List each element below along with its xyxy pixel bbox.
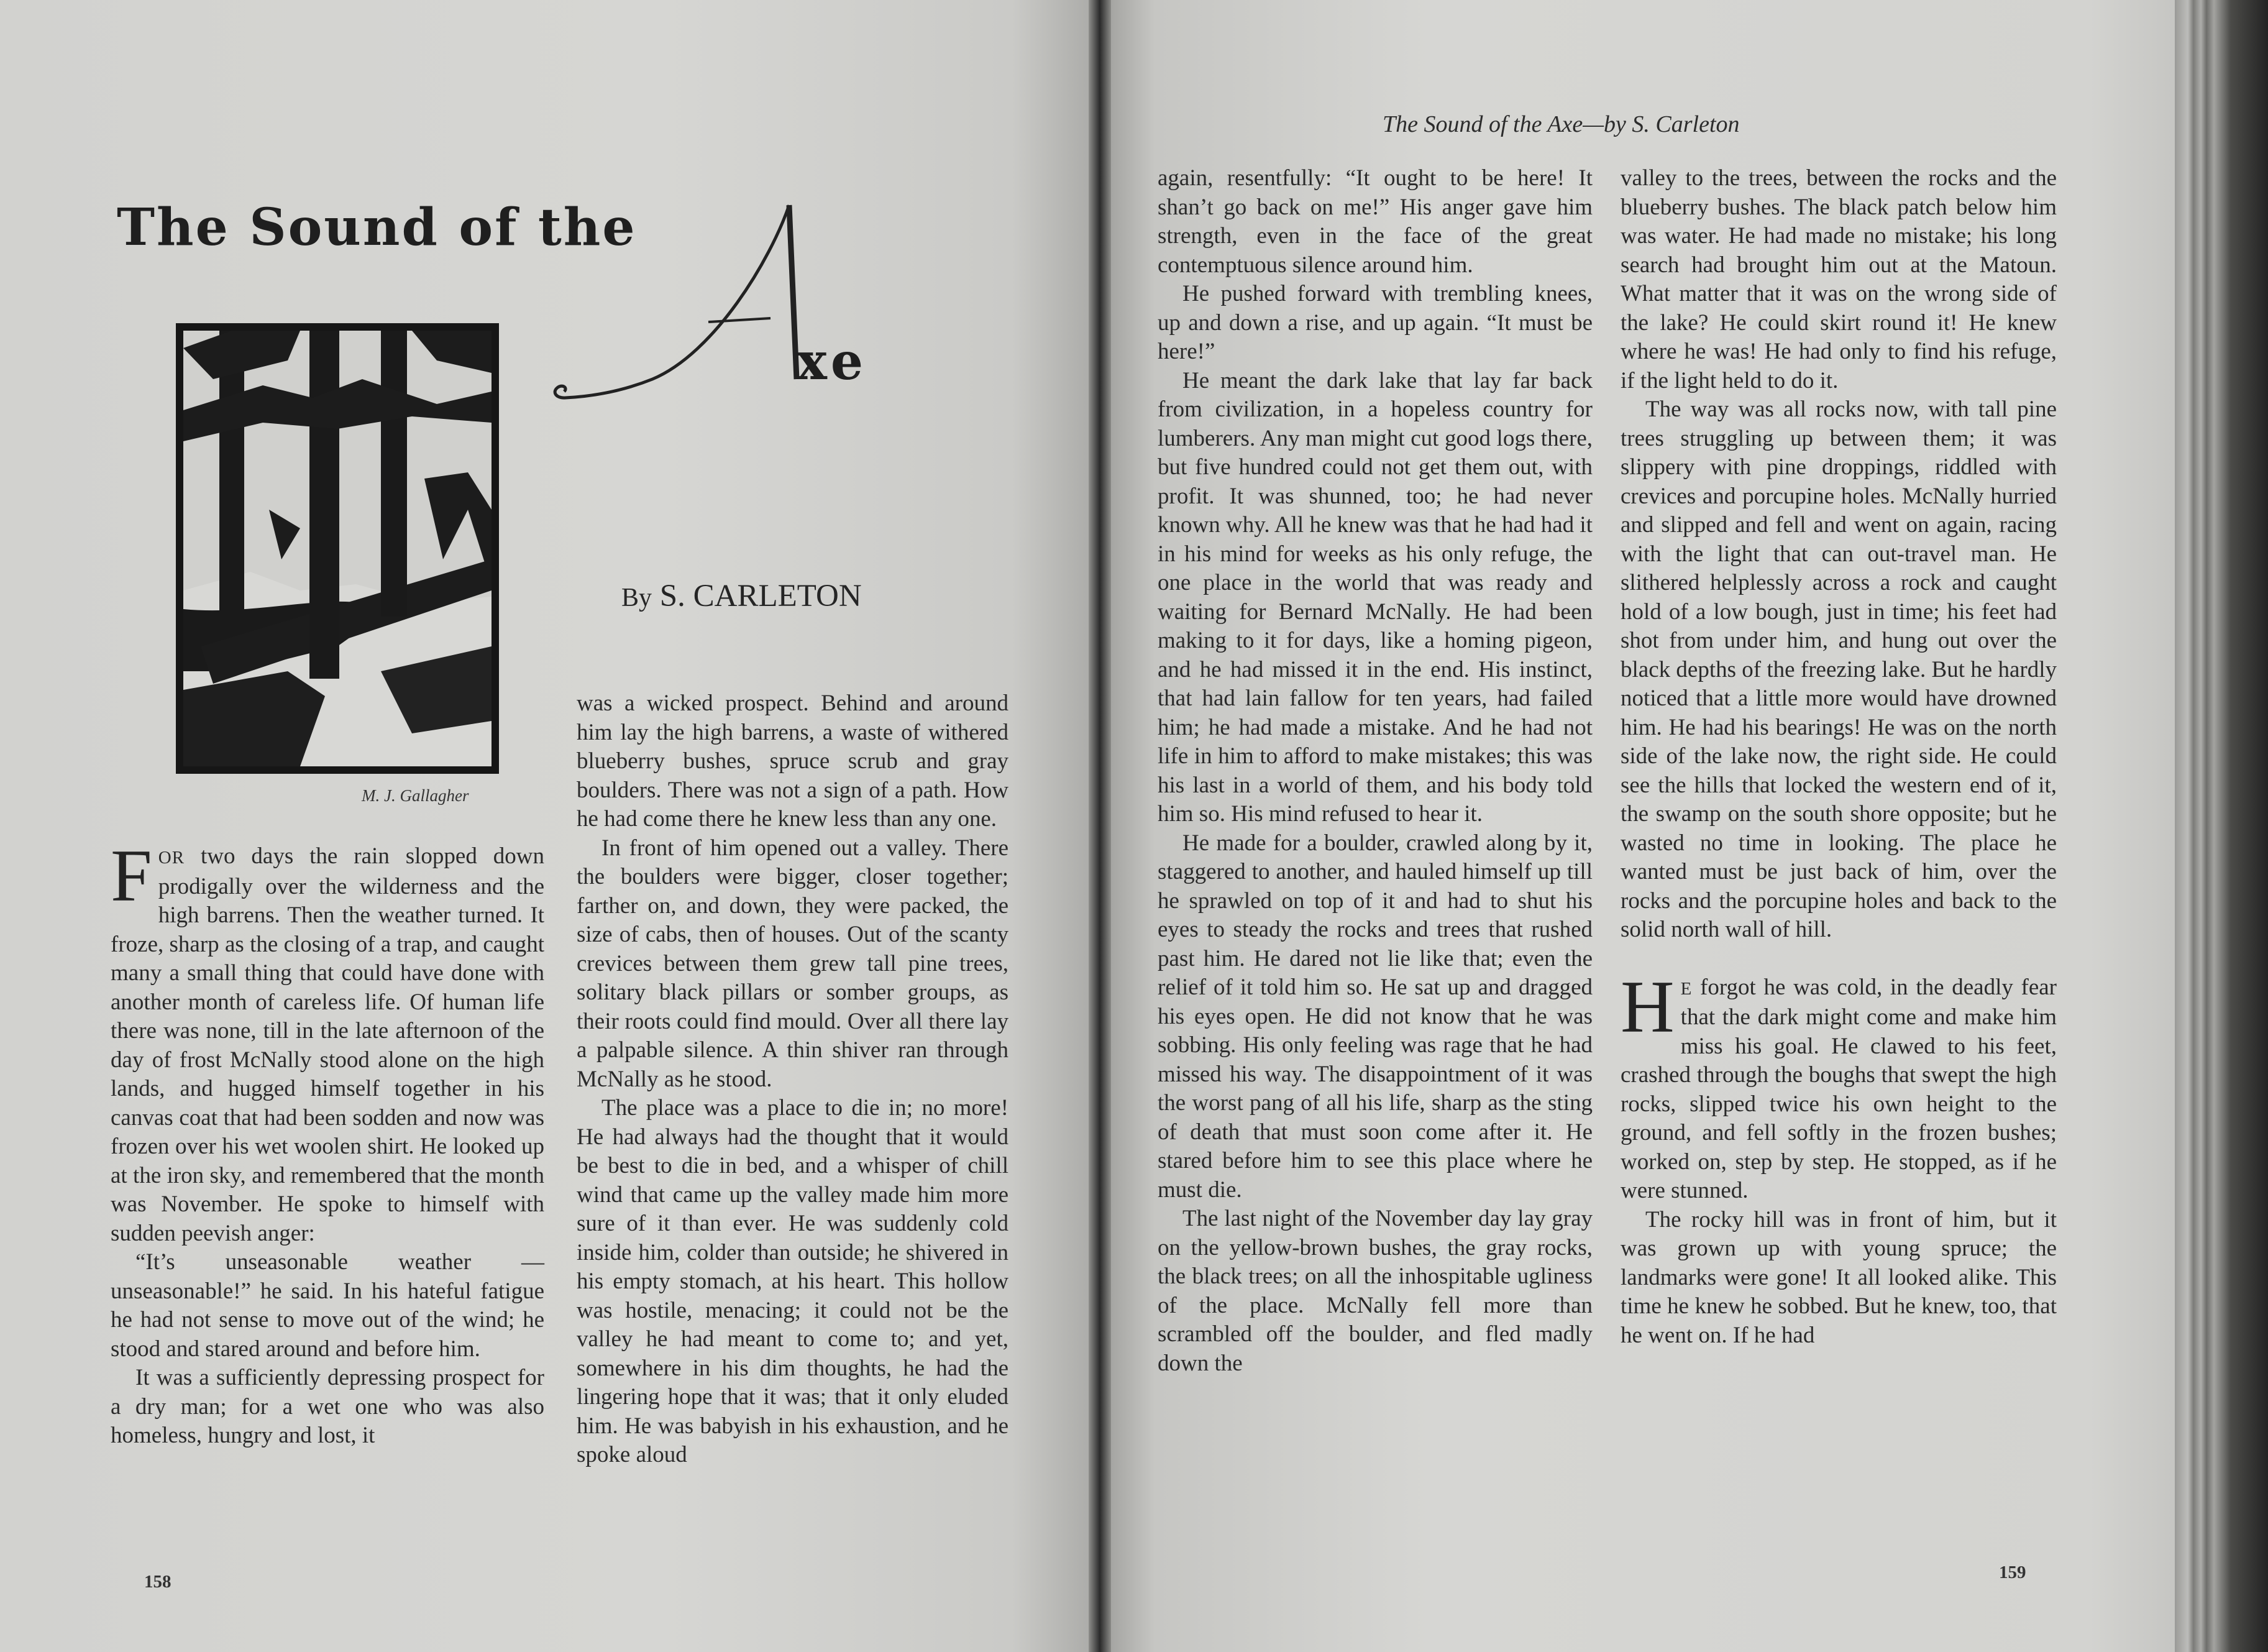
paragraph: The way was all rocks now, with tall pine trees struggling up between them; it was slippery with pine droppings, riddled with crevices and porcupine holes. McNally hurried and slipped and fell and went on again, racing with the light that can out-travel man. He slithered helplessly across a rock and caught hold of a low bough, just in time; his feet had shot from under him, and hung out over the black depths of the freezing lake. But he hardly noticed that a little more would have drowned him. He had his bearings! He was on the north side of the lake now, the right side. He could see the hills that locked the western end of it, the swamp on the south shore opposite; but he wasted no time in looking. The place he wanted must be just back of him, over the rocks and the porcupine holes and back to the solid north wall of hill. bbox=[1621, 397, 2057, 942]
paragraph: The place was a place to die in; no more! He had always had the thought that it would be best to die in bed, and a whisper of chill wind that came up the valley made him more sure of it than ever. He was suddenly cold inside him, colder than outside; he shivered in his empty stomach, at his heart. This hollow was hostile, menacing; it could not be the valley he had meant to come to; and yet, somewhere in his dim thoughts, he had the lingering hope that it was; that it only eluded him. He was babyish in his exhaustion, and he spoke aloud bbox=[577, 1095, 1008, 1467]
paragraph-text: forgot he was cold, in the deadly fear that the dark might come and make him miss his goal. He clawed to his feet, crashed through the boughs that swept the high rocks, slipped twice his own height to the ground, and fell softly in the frozen bushes; worked on, step by step. He stopped, as if he were stunned. bbox=[1621, 974, 2057, 1203]
paragraph: In front of him opened out a valley. There the boulders were bigger, closer together; farther on, and down, they were packed, the size of cabs, then of houses. Out of the scanty crevices between them grew tall pine trees, solitary black pillars or somber groups, as their roots could find mould. Over all there lay a palpable silence. A thin shiver ran through McNally as he stood. bbox=[577, 835, 1008, 1092]
book-gutter bbox=[1089, 0, 1111, 1652]
title-swash bbox=[555, 205, 789, 398]
drop-cap-f: F bbox=[111, 834, 152, 917]
byline-by: By bbox=[621, 584, 652, 612]
paragraph: again, resentfully: “It ought to be here! It shan’t go back on me!” His anger gave him strength, even in the face of the great contemptuous silence around him. bbox=[1158, 165, 1593, 278]
title-axe-cap: A bbox=[764, 367, 774, 382]
running-header: The Sound of the Axe—by S. Carleton bbox=[1383, 111, 1740, 137]
title-axe-rest: xe bbox=[797, 332, 867, 392]
page-number-right: 159 bbox=[1999, 1563, 2026, 1582]
right-column-1 bbox=[1158, 164, 1593, 1378]
illustration-credit: M. J. Gallagher bbox=[362, 786, 469, 805]
paragraph: It was a sufficiently depressing prospect for a dry man; for a wet one who was also homeless, hungry and lost, it bbox=[111, 1365, 544, 1448]
page-edges bbox=[2175, 0, 2268, 1652]
byline bbox=[621, 578, 862, 614]
woodcut-illustration bbox=[176, 323, 499, 774]
paragraph: He pushed forward with trembling knees, up and down a rise, and up again. “It must be here!” bbox=[1158, 281, 1593, 364]
paragraph: The last night of the November day lay gray on the yellow-brown bushes, the gray rocks, the black trees; on all the inhospitable ugliness of the place. McNally fell more than scrambled off the boulder, and fled madly down the bbox=[1158, 1206, 1593, 1376]
left-column-2 bbox=[577, 689, 1008, 1470]
right-column-2 bbox=[1621, 164, 2057, 1350]
opening-paragraph bbox=[111, 834, 544, 1248]
paragraph: The rocky hill was in front of him, but it was grown up with young spruce; the landmarks were gone! It all looked alike. This time he knew he sobbed. But he knew, too, that he went on. If he had bbox=[1621, 1206, 2057, 1348]
title-axe bbox=[553, 198, 938, 459]
drop-smallcaps: E bbox=[1680, 978, 1693, 999]
paragraph: He meant the dark lake that lay far back from civilization, in a hopeless country for lumberers. Any man might cut good logs there, but five hundred could not get them out, with profit. It was shunned, too; he had never known why. All he knew was that he had had it in his mind for weeks as his only refuge, the one place in the world that was ready and waiting for Bernard McNally. He had been making to it for days, like a homing pigeon, and he had missed it in the end. His instinct, that had lain fallow for ten years, had failed him; he had made a mistake. And he had not life in him to afford to make mistakes; this was his last in a world of them, and his body told him so. His mind refused to hear it. bbox=[1158, 367, 1593, 827]
paragraph: He made for a boulder, crawled along by it, staggered to another, and hauled himself up till he sprawled on top of it and had to shut his eyes to steady the rocks and trees that rushed past him. He dared not lie like that; even the relief of it told him so. He sat up and dragged his eyes open. He did not know that he was sobbing. His only feeling was rage that he had missed his way. The disappointment of it was the worst pang of all his life, sharp as the sting of death that must soon come after it. He stared before him to see this place where he must die. bbox=[1158, 830, 1593, 1203]
paragraph: was a wicked prospect. Behind and around him lay the high barrens, a waste of withered blueberry bushes, spruce scrub and gray boulders. There was not a sign of a path. How he had come there he knew less than any one. bbox=[577, 691, 1008, 832]
section-opening-paragraph bbox=[1621, 965, 2057, 1206]
paragraph-text: two days the rain slopped down prodigally over the wilderness and the high barrens. Then the weather turned. It froze, sharp as the closing of a trap, and caught many a small thing that could have done with another month of careless life. Of human life there was none, till in the late afternoon of the day of frost McNally stood alone on the high lands, and hugged himself together in his canvas coat that had been sodden and now was frozen over his wet woolen shirt. He looked up at the iron sky, and remembered that the month was November. He spoke to himself with sudden peevish anger: bbox=[111, 843, 544, 1246]
left-page bbox=[0, 0, 1100, 1652]
title-line-1: The Sound of the bbox=[117, 198, 637, 257]
byline-author: S. CARLETON bbox=[659, 579, 862, 613]
paragraph: “It’s unseasonable weather — unseasonable!” he said. In his hateful fatigue he had not sense to move out of the wind; he stood and stared around and before him. bbox=[111, 1249, 544, 1362]
drop-cap-h: H bbox=[1621, 965, 1675, 1048]
drop-smallcaps: OR bbox=[158, 848, 185, 868]
page-number-left: 158 bbox=[144, 1572, 171, 1592]
left-column-1 bbox=[111, 834, 544, 1451]
paragraph: valley to the trees, between the rocks and the blueberry bushes. The black patch below him was water. He had made no mistake; his long search had brought him out at the Matoun. What matter that it was on the wrong side of the lake? He could skirt round it! He knew where he was! He had only to find his refuge, if the light held to do it. bbox=[1621, 165, 2057, 393]
